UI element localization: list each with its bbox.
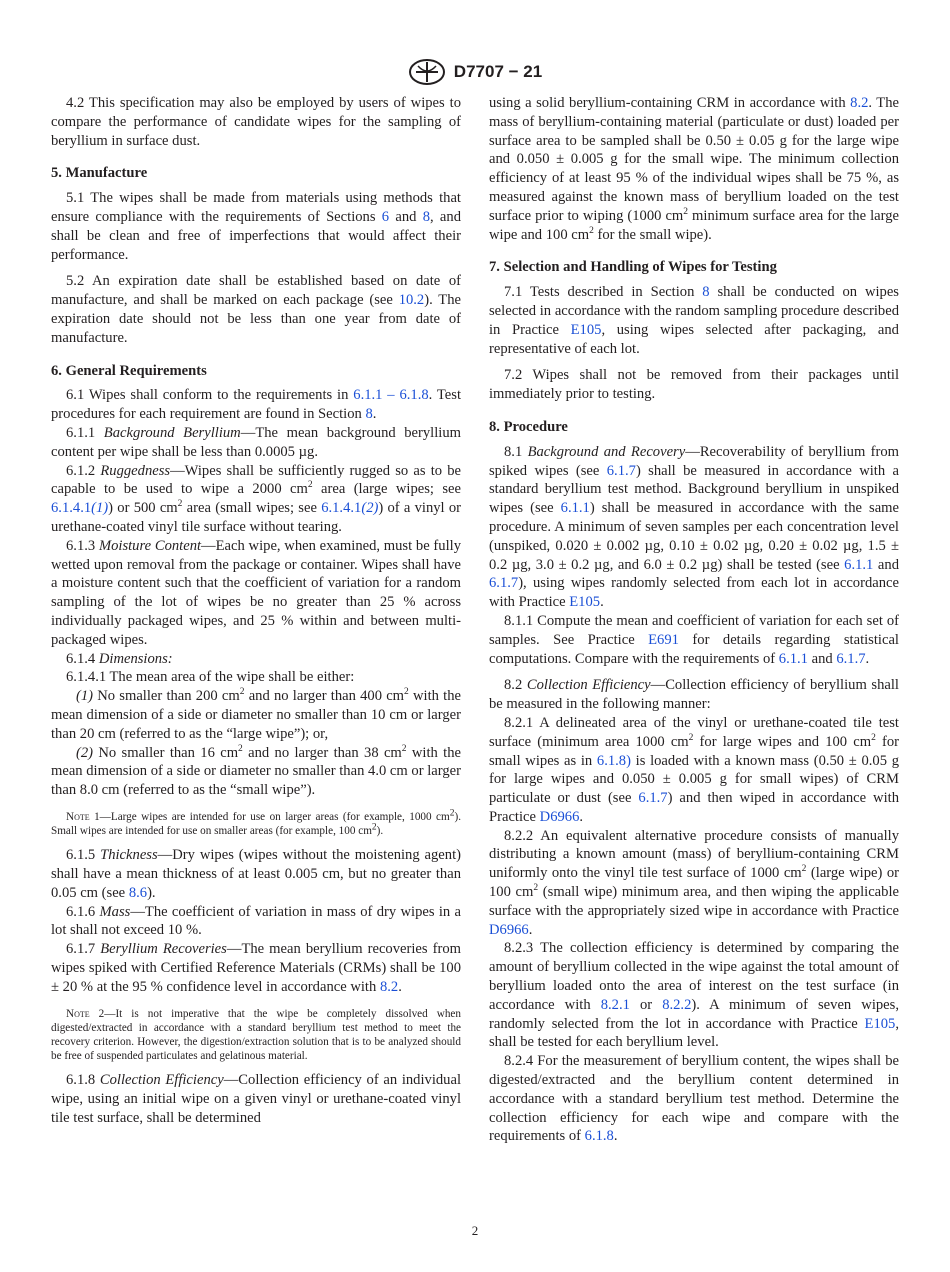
paragraph-4-2: 4.2 This specification may also be employed by users of wipes to compare the performance of candidate wipes for the sampling of beryllium in surface dust.: [51, 95, 461, 149]
ref-link[interactable]: 6.1.1 – 6.1.8: [353, 387, 429, 404]
ref-link[interactable]: E105: [864, 1015, 896, 1032]
ref-link[interactable]: 6.1.7: [489, 575, 519, 592]
paragraph-8-2-1: 8.2.1 A delineated area of the vinyl or urethane-coated tile test surface (minimum area 1000 $cm^2$ for large wipes and 100 $cm^2$ for small wipes as in 6.1.8) is loaded with a known mass (0.50 ± 0.05 g for large wipes and 0.050 ± 0.005 g for small wipes) of CRM particulate or dust (see 6.1.7) and then wiped in accordance with Practice D6966.: [489, 714, 899, 825]
paragraph-7-1: 7.1 Tests described in Section 8 shall be conducted on wipes selected in accordance with the random sampling procedure described in Practice E105, using wipes selected after packaging, and representative of each lot.: [489, 284, 899, 357]
ref-link[interactable]: E105: [570, 321, 602, 338]
ref-link[interactable]: 6.1.7: [606, 462, 636, 479]
list-item-large-wipe: (1) No smaller than 200 $cm^2$ and no larger than 400 $cm^2$ with the mean dimension of a side or diameter no smaller than 10 cm or larger than 20 cm (referred to as the “large wipe”); or,: [51, 687, 461, 742]
note-2: Note 2—It is not imperative that the wipe be completely dissolved when digested/extracted in accordance with a standard beryllium test method to meet the recovery criterion. However, the digestion/extraction solution that is to be analyzed should be free of suspended particulates and gelatinous material.: [51, 1007, 461, 1063]
paragraph-5-1: 5.1 The wipes shall be made from materials using methods that ensure compliance with the requirements of Sections 6 and 8, and shall be clean and free of imperfections that would affect their performance.: [51, 190, 461, 263]
paragraph-6-1-1: 6.1.1 Background Beryllium—The mean background beryllium content per wipe shall be less than 0.0005 µg.: [51, 424, 461, 460]
astm-logo-icon: [408, 58, 446, 86]
paragraph-8-2-4: 8.2.4 For the measurement of beryllium content, the wipes shall be digested/extracted and the beryllium content determined in accordance with a standard beryllium test method. Determine the collection efficiency for each wipe and compare with the requirements of 6.1.8.: [489, 1053, 899, 1145]
ref-link[interactable]: (2): [361, 500, 379, 517]
paragraph-5-2: 5.2 An expiration date shall be established based on date of manufacture, and shall be marked on each package (see 10.2). The expiration date should not be less than one year from date of manufacture.: [51, 273, 461, 346]
heading-manufacture: 5. Manufacture: [51, 165, 148, 182]
ref-link[interactable]: 8.2.2: [662, 996, 692, 1013]
ref-link[interactable]: D6966: [489, 921, 529, 938]
ref-link[interactable]: 6.1.4.1: [321, 500, 362, 517]
ref-link[interactable]: 8.6: [128, 884, 148, 901]
paragraph-6-1-8-continued: using a solid beryllium-containing CRM in accordance with 8.2. The mass of beryllium-containing material (particulate or dust) loaded per surface area to be sampled shall be 0.50 ± 0.05 g for the large wipe and 0.050 ± 0.005 g for the small wipe. The minimum collection efficiency of at least 95 % of the individual wipes shall be 75 %, as measured against the known mass of beryllium loaded on the test surface prior to wiping (1000 $cm^2$ minimum surface area for the large wipe and 100 $cm^2$ for the small wipe).: [489, 95, 899, 243]
left-column: [51, 94, 461, 1128]
ref-link[interactable]: 8.2: [850, 95, 869, 111]
ref-link[interactable]: (1): [91, 500, 109, 517]
ref-link[interactable]: 6.1.8: [584, 1128, 614, 1145]
ref-link[interactable]: 6.1.7: [638, 790, 668, 807]
ref-link[interactable]: 6.1.4.1: [51, 500, 92, 517]
heading-procedure: 8. Procedure: [489, 418, 568, 435]
heading-general-requirements: 6. General Requirements: [51, 362, 207, 379]
list-item-small-wipe: (2) No smaller than 16 $cm^2$ and no larger than 38 $cm^2$ with the mean dimension of a side or diameter no smaller than 4.0 cm or larger than 8.0 cm (referred to as the “small wipe”).: [51, 743, 461, 799]
ref-link[interactable]: D6966: [539, 808, 580, 825]
ref-link[interactable]: 6.1.1: [844, 556, 874, 573]
ref-link[interactable]: 10.2: [398, 292, 425, 309]
ref-link[interactable]: 6.1.1: [778, 650, 808, 667]
note-1: Note 1—Large wipes are intended for use on larger areas (for example, 1000 $cm^2$). Small wipes are intended for use on smaller areas (for example, 100 $cm^2$).: [51, 808, 462, 838]
ref-link[interactable]: E691: [648, 631, 679, 648]
page-number: 2: [471, 1223, 479, 1238]
paragraph-6-1-6: 6.1.6 Mass—The coefficient of variation in mass of dry wipes in a lot shall not exceed 10 %.: [51, 903, 461, 939]
paragraph-6-1-8: 6.1.8 Collection Efficiency—Collection efficiency of an individual wipe, using an initial wipe on a given vinyl or urethane-coated vinyl tile test surface, shall be determined: [51, 1072, 461, 1127]
ref-link[interactable]: 6: [381, 208, 390, 225]
ref-link[interactable]: 6.1.7: [836, 650, 866, 667]
ref-link[interactable]: 8: [422, 208, 430, 225]
paragraph-6-1: 6.1 Wipes shall conform to the requirements in 6.1.1 – 6.1.8. Test procedures for each requirement are found in Section 8.: [51, 387, 462, 423]
ref-link[interactable]: 8: [702, 284, 710, 301]
ref-link[interactable]: 8.2.1: [600, 996, 630, 1013]
ref-link[interactable]: 8.2: [379, 978, 399, 995]
paragraph-6-1-5: 6.1.5 Thickness—Dry wipes (wipes without the moistening agent) shall have a mean thickness of at least 0.005 cm, but no greater than 0.05 cm (see 8.6).: [51, 847, 461, 901]
paragraph-6-1-4: 6.1.4 Dimensions:: [66, 650, 173, 667]
paragraph-8-1-1: 8.1.1 Compute the mean and coefficient of variation for each set of samples. See Practice E691 for details regarding statistical computations. Compare with the requirements of 6.1.1 and 6.1.7.: [489, 612, 899, 667]
paragraph-8-2: 8.2 Collection Efficiency—Collection efficiency of beryllium shall be measured in the following manner:: [489, 677, 899, 713]
paragraph-8-2-2: 8.2.2 An equivalent alternative procedure consists of manually distributing a known amount (mass) of beryllium-containing CRM uniformly onto the vinyl tile test surface of 1000 $cm^2$ (large wipe) or 100 $cm^2$ (small wipe) minimum area, and then wiping the applicable surface with the appropriately sized wipe in accordance with Practice D6966.: [489, 827, 900, 938]
paragraph-6-1-3: 6.1.3 Moisture Content—Each wipe, when examined, must be fully wetted upon removal from the package or container. Wipes shall have a moisture content such that the coefficient of variation for a random sampling of the lot of wipes be no greater than 25 % across individually packaged wipes, and 25 % within and between multi-packaged wipes.: [51, 537, 461, 648]
paragraph-6-1-2: 6.1.2 Ruggedness—Wipes shall be sufficiently rugged so as to be capable to be used to wipe a 2000 $cm^2$ area (large wipes; see 6.1.4.1(1)) or 500 $cm^2$ area (small wipes; see 6.1.4.1(2)) of a vinyl or urethane-coated vinyl tile surface without tearing.: [51, 462, 462, 535]
ref-link[interactable]: 8: [365, 406, 373, 423]
heading-selection-handling: 7. Selection and Handling of Wipes for Testing: [489, 259, 777, 276]
paragraph-7-2: 7.2 Wipes shall not be removed from their packages until immediately prior to testing.: [489, 367, 899, 403]
page-header: [0, 58, 950, 88]
paragraph-6-1-7: 6.1.7 Beryllium Recoveries—The mean beryllium recoveries from wipes spiked with Certified Reference Materials (CRMs) shall be 100 ± 20 % at the 95 % confidence level in accordance with 8.2.: [51, 941, 461, 995]
paragraph-6-1-4-1: 6.1.4.1 The mean area of the wipe shall be either:: [66, 669, 355, 686]
right-column: [489, 94, 899, 1146]
ref-link[interactable]: E105: [569, 594, 601, 611]
paragraph-8-1: 8.1 Background and Recovery—Recoverability of beryllium from spiked wipes (see 6.1.7) shall be measured in accordance with a standard beryllium test method. Background beryllium in unspiked wipes (see 6.1.1) shall be measured in accordance with the same procedure. A minimum of seven samples per each concentration level (unspiked, 0.020 ± 0.002 µg, 0.10 ± 0.02 µg, 0.20 ± 0.02 µg, 1.5 ± 0.2 µg, 3.0 ± 0.2 µg, and 6.0 ± 0.2 µg) shall be tested (see 6.1.1 and 6.1.7), using wipes randomly selected from each lot in accordance with Practice E105.: [489, 443, 900, 611]
ref-link[interactable]: 6.1.1: [560, 500, 590, 517]
designation: D7707 − 21: [453, 62, 543, 81]
paragraph-8-2-3: 8.2.3 The collection efficiency is determined by comparing the amount of beryllium collected in the wipe against the total amount of beryllium loaded onto the area of interest on the test surface (in accordance with 8.2.1 or 8.2.2). A minimum of seven wipes, randomly selected from the lot in accordance with Practice E105, shall be tested for each beryllium level.: [489, 940, 899, 1051]
ref-link[interactable]: 6.1.8): [596, 752, 631, 769]
